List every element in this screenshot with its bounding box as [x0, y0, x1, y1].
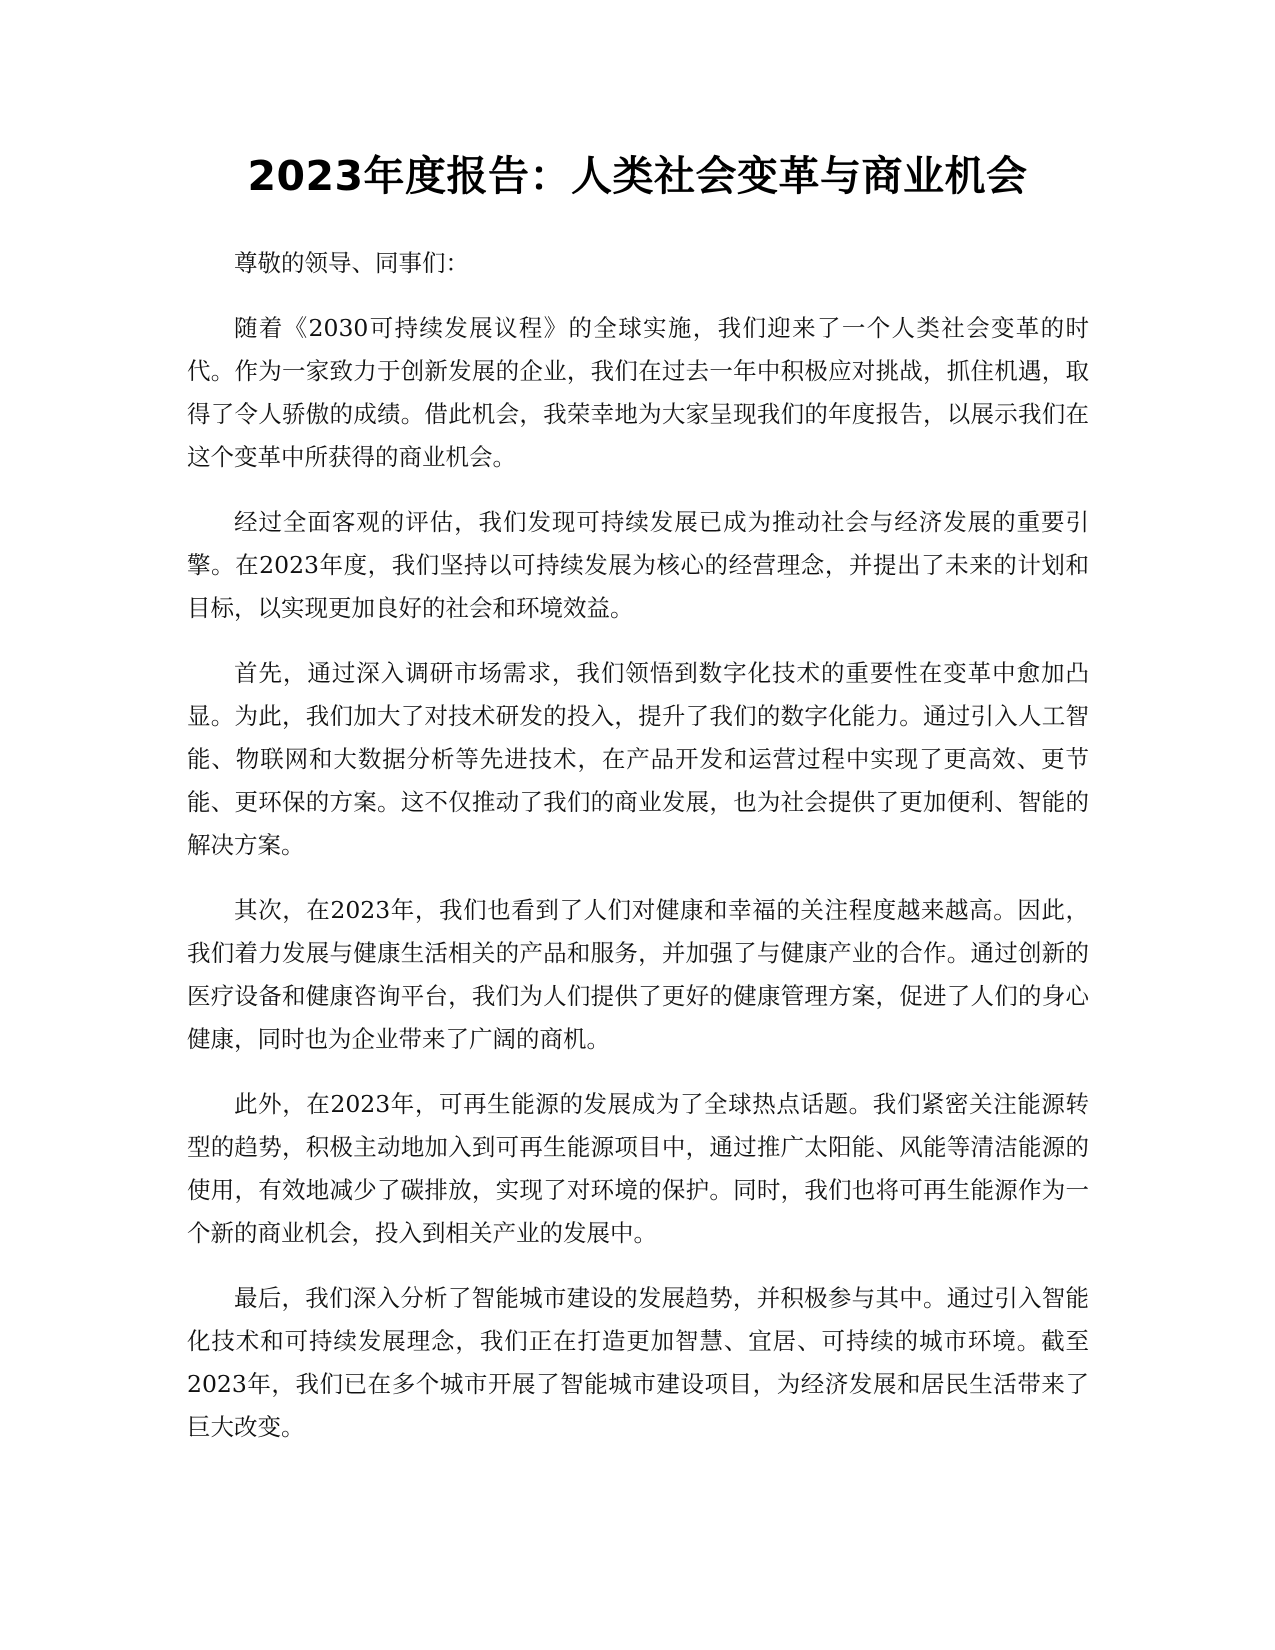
paragraph-health: 其次，在2023年，我们也看到了人们对健康和幸福的关注程度越来越高。因此，我们着力发展与健康生活相关的产品和服务，并加强了与健康产业的合作。通过创新的医疗设备和健康咨询平台，我们为人们提供了更好的健康管理方案，促进了人们的身心健康，同时也为企业带来了广阔的商机。 — [187, 896, 1089, 1053]
paragraph-smart-city: 最后，我们深入分析了智能城市建设的发展趋势，并积极参与其中。通过引入智能化技术和可持续发展理念，我们正在打造更加智慧、宜居、可持续的城市环境。截至2023年，我们已在多个城市开展了智能城市建设项目，为经济发展和居民生活带来了巨大改变。 — [187, 1284, 1089, 1441]
document-title: 2023年度报告：人类社会变革与商业机会 — [247, 152, 1028, 200]
paragraph-energy: 此外，在2023年，可再生能源的发展成为了全球热点话题。我们紧密关注能源转型的趋势，积极主动地加入到可再生能源项目中，通过推广太阳能、风能等清洁能源的使用，有效地减少了碳排放，实现了对环境的保护。同时，我们也将可再生能源作为一个新的商业机会，投入到相关产业的发展中。 — [187, 1090, 1089, 1247]
paragraph-assessment: 经过全面客观的评估，我们发现可持续发展已成为推动社会与经济发展的重要引擎。在2023年度，我们坚持以可持续发展为核心的经营理念，并提出了未来的计划和目标，以实现更加良好的社会和环境效益。 — [187, 508, 1089, 622]
paragraph-greeting: 尊敬的领导、同事们： — [234, 249, 469, 277]
document-body — [187, 242, 1089, 1471]
paragraph-intro: 随着《2030可持续发展议程》的全球实施，我们迎来了一个人类社会变革的时代。作为一家致力于创新发展的企业，我们在过去一年中积极应对挑战，抓住机遇，取得了令人骄傲的成绩。借此机会，我荣幸地为大家呈现我们的年度报告，以展示我们在这个变革中所获得的商业机会。 — [187, 314, 1089, 471]
paragraph-digital: 首先，通过深入调研市场需求，我们领悟到数字化技术的重要性在变革中愈加凸显。为此，我们加大了对技术研发的投入，提升了我们的数字化能力。通过引入人工智能、物联网和大数据分析等先进技术，在产品开发和运营过程中实现了更高效、更节能、更环保的方案。这不仅推动了我们的商业发展，也为社会提供了更加便利、智能的解决方案。 — [187, 659, 1089, 859]
